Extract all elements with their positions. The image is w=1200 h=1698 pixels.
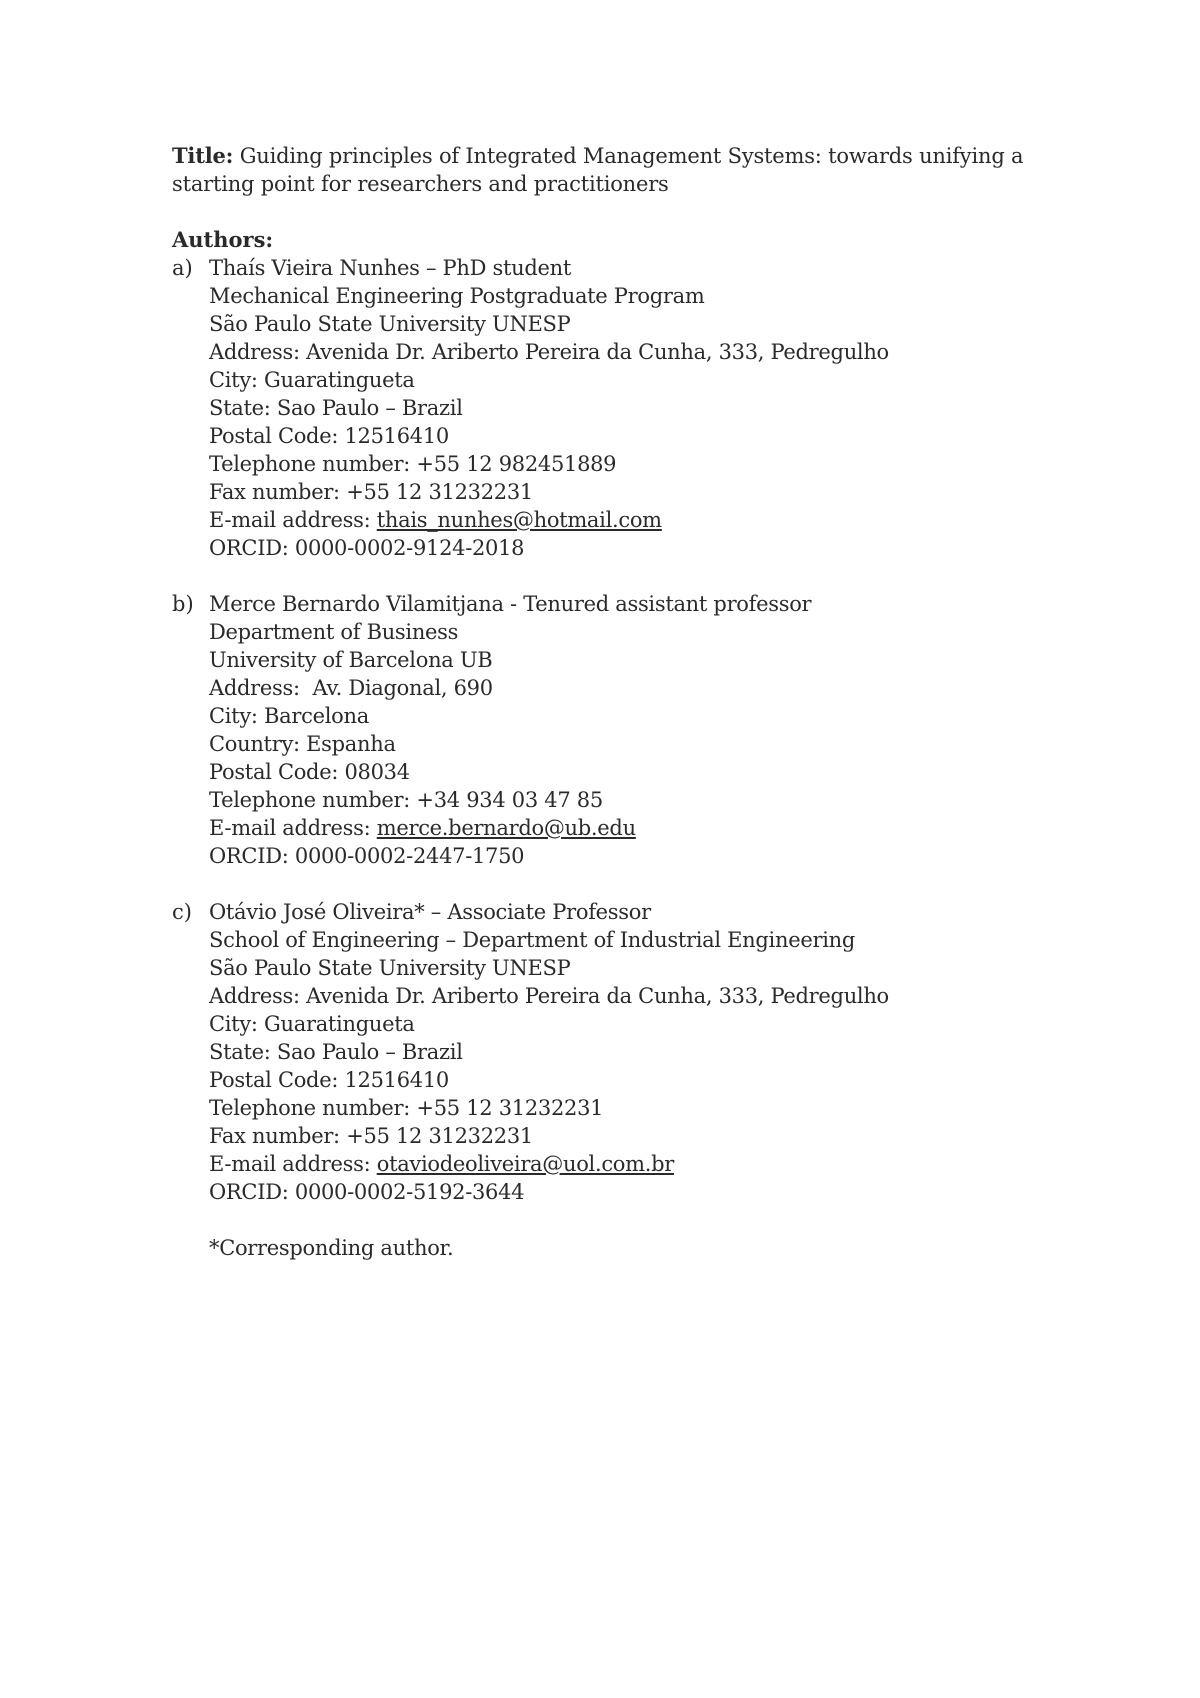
author-address: Address: Av. Diagonal, 690 xyxy=(209,676,493,700)
authors-heading: Authors: xyxy=(172,227,274,252)
title-paragraph xyxy=(172,142,1052,198)
email-label: E-mail address: xyxy=(209,816,377,840)
author-telephone: Telephone number: +34 934 03 47 85 xyxy=(209,788,603,812)
author-department: Department of Business xyxy=(209,620,459,644)
author-region: State: Sao Paulo – Brazil xyxy=(209,396,463,420)
author-postal-code: Postal Code: 12516410 xyxy=(209,424,449,448)
document-page xyxy=(172,142,1052,1262)
author-city: City: Guaratingueta xyxy=(209,368,415,392)
author-orcid: ORCID: 0000-0002-9124-2018 xyxy=(209,536,525,560)
author-marker: b) xyxy=(172,592,194,616)
author-fax: Fax number: +55 12 31232231 xyxy=(209,480,533,504)
author-region: State: Sao Paulo – Brazil xyxy=(209,1040,463,1064)
author-name: Otávio José Oliveira* – Associate Professor xyxy=(209,900,651,924)
author-city: City: Guaratingueta xyxy=(209,1012,415,1036)
author-address: Address: Avenida Dr. Ariberto Pereira da Cunha, 333, Pedregulho xyxy=(209,340,889,364)
author-department: Mechanical Engineering Postgraduate Program xyxy=(209,284,705,308)
author-address: Address: Avenida Dr. Ariberto Pereira da Cunha, 333, Pedregulho xyxy=(209,984,889,1008)
email-link[interactable]: thais_nunhes@hotmail.com xyxy=(376,508,662,532)
author-city: City: Barcelona xyxy=(209,704,369,728)
email-link[interactable]: merce.bernardo@ub.edu xyxy=(376,816,636,840)
author-telephone: Telephone number: +55 12 31232231 xyxy=(209,1096,604,1120)
author-orcid: ORCID: 0000-0002-5192-3644 xyxy=(209,1180,525,1204)
author-entry-a xyxy=(172,254,1052,562)
email-label: E-mail address: xyxy=(209,1152,377,1176)
author-name: Thaís Vieira Nunhes – PhD student xyxy=(209,256,571,280)
author-orcid: ORCID: 0000-0002-2447-1750 xyxy=(209,844,525,868)
title-label: Title: xyxy=(172,143,234,168)
author-entry-c xyxy=(172,898,1052,1206)
author-university: University of Barcelona UB xyxy=(209,648,493,672)
author-university: São Paulo State University UNESP xyxy=(209,312,571,336)
email-link[interactable]: otaviodeoliveira@uol.com.br xyxy=(376,1152,675,1176)
author-email-line xyxy=(209,814,1052,842)
author-email-line xyxy=(209,506,1052,534)
author-university: São Paulo State University UNESP xyxy=(209,956,571,980)
author-marker: a) xyxy=(172,256,193,280)
author-region: Country: Espanha xyxy=(209,732,396,756)
author-telephone: Telephone number: +55 12 982451889 xyxy=(209,452,617,476)
author-name: Merce Bernardo Vilamitjana - Tenured assistant professor xyxy=(209,592,812,616)
author-entry-b xyxy=(172,590,1052,870)
author-postal-code: Postal Code: 12516410 xyxy=(209,1068,449,1092)
corresponding-author-note: *Corresponding author. xyxy=(209,1236,454,1260)
author-department: School of Engineering – Department of Industrial Engineering xyxy=(209,928,855,952)
author-email-line xyxy=(209,1150,1052,1178)
author-fax: Fax number: +55 12 31232231 xyxy=(209,1124,533,1148)
author-marker: c) xyxy=(172,900,192,924)
email-label: E-mail address: xyxy=(209,508,377,532)
author-postal-code: Postal Code: 08034 xyxy=(209,760,410,784)
title-text: Guiding principles of Integrated Management Systems: towards unifying a starting point for researchers and practitioners xyxy=(172,144,1024,196)
